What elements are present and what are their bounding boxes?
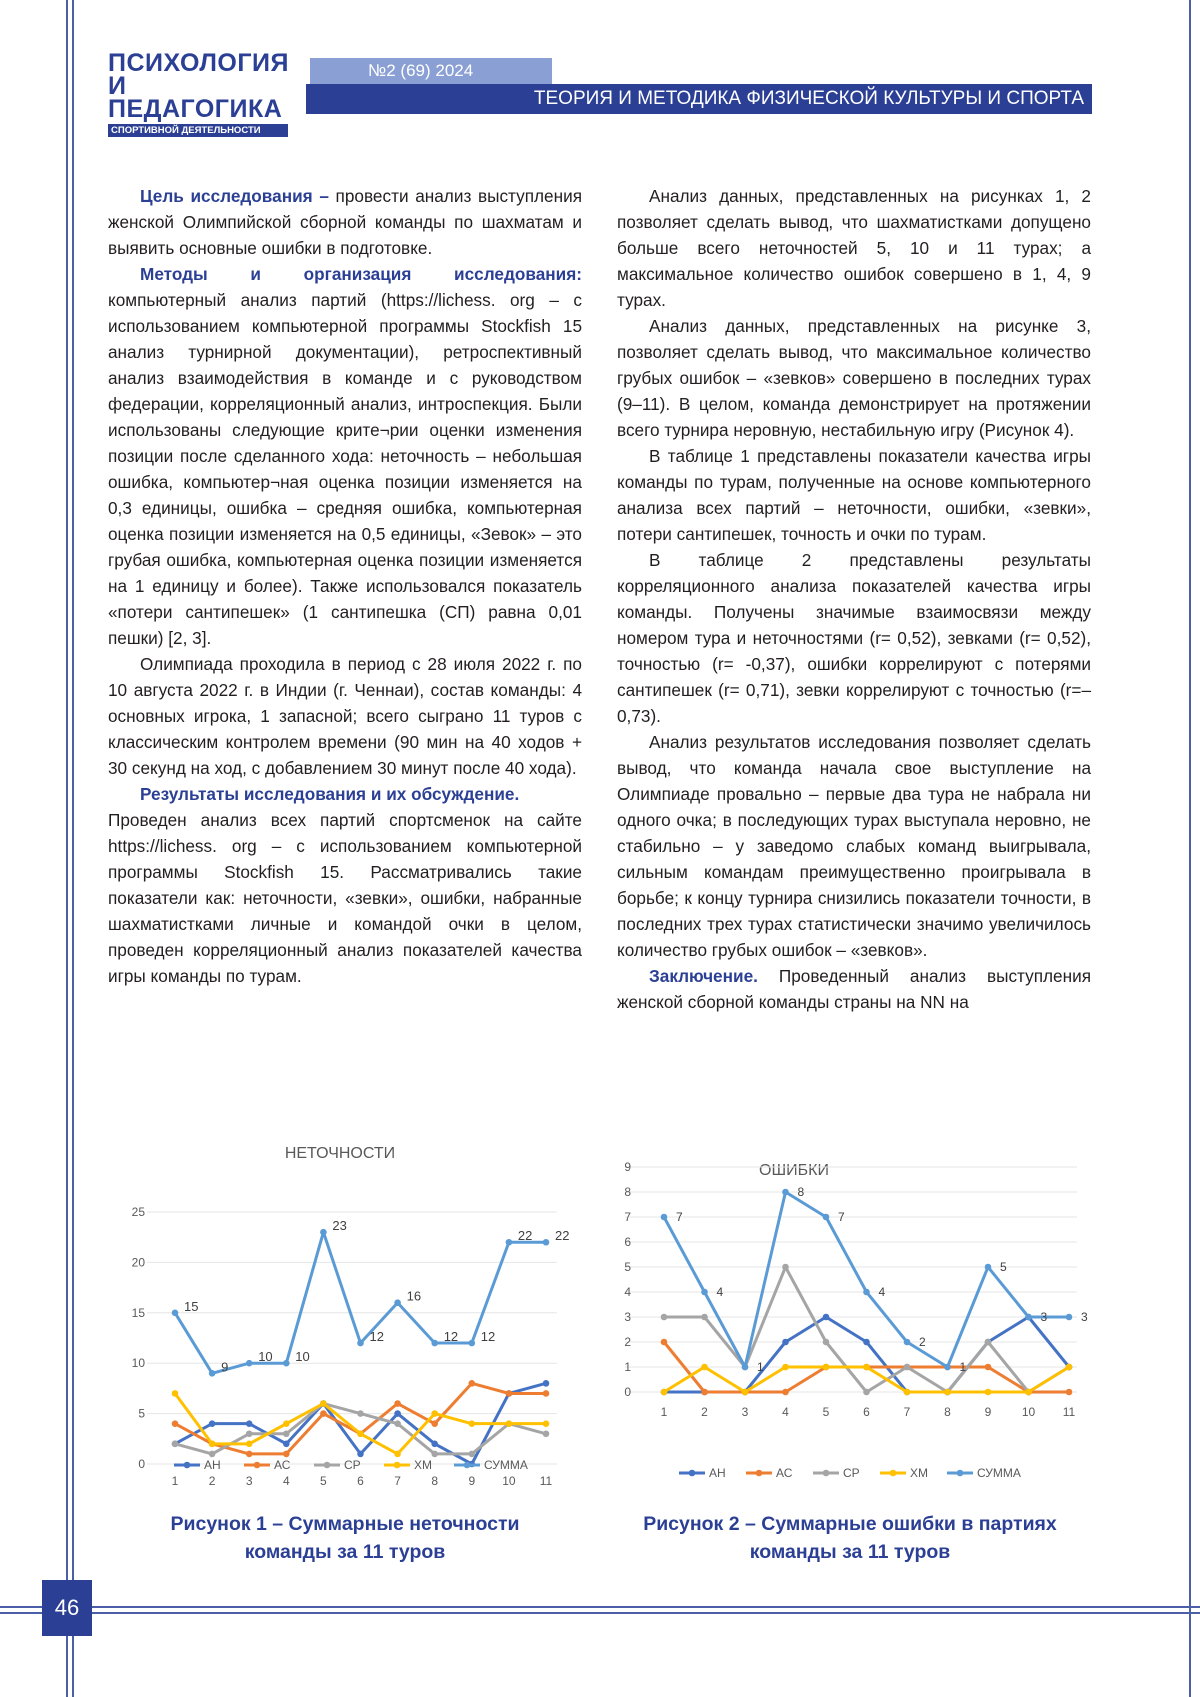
data-point [701,1314,708,1321]
data-point [904,1389,911,1396]
data-point [863,1364,870,1371]
chart-title: ОШИБКИ [759,1162,829,1179]
data-point [782,1339,789,1346]
data-point [863,1289,870,1296]
y-tick-label: 0 [138,1457,145,1471]
data-label: 7 [676,1210,683,1224]
paragraph-analysis-1: Анализ данных, представленных на рисунках 1, 2 позволяет сделать вывод, что шахматистками допущено больше всего неточностей 5, 10 и 11 турах; а максимальное количество ошибок совершено в 1, 4, 9 турах. [617,186,1091,310]
legend-label: АС [776,1466,793,1480]
data-label: 12 [443,1329,459,1345]
legend-marker [823,1470,830,1477]
page-number: 46 [42,1580,92,1636]
legend-marker [184,1462,191,1469]
data-point [431,1451,438,1458]
results-label: Результаты исследования и их обсуждение. [140,784,520,804]
data-point [944,1389,951,1396]
data-point [661,1214,668,1221]
data-point [283,1430,290,1437]
frame-left-line-outer [66,0,68,1697]
data-point [469,1380,476,1387]
legend-marker [394,1462,401,1469]
logo-line-1: ПСИХОЛОГИЯ [108,49,289,77]
x-tick-label: 9 [468,1474,476,1488]
data-point [320,1400,327,1407]
data-point [863,1339,870,1346]
legend-label: СР [843,1466,860,1480]
data-point [742,1364,749,1371]
y-tick-label: 10 [131,1356,145,1371]
paragraph-table-2: В таблице 2 представлены результаты корреляционного анализа показателей качества игры команды. Получены значимые взаимосвязи между номером тура и неточностями (r= 0,52), зевками (r= 0,52), точностью (r= -0,37), ошибки коррелируют с потерями сантипешек (r= 0,71), зевки коррелируют с точностью (r=– 0,73). [617,550,1091,726]
data-point [357,1410,364,1417]
y-tick-label: 3 [624,1310,631,1324]
data-point [394,1299,401,1306]
data-label: 8 [797,1185,805,1199]
data-point [1025,1389,1032,1396]
methods-label: Методы и организация исследования: [140,264,582,284]
x-tick-label: 10 [502,1474,516,1488]
data-point [431,1420,438,1427]
y-tick-label: 9 [624,1160,631,1174]
data-label: 16 [406,1288,422,1304]
data-point [701,1389,708,1396]
chart-title: НЕТОЧНОСТИ [284,1145,396,1162]
paragraph-analysis-2: Анализ данных, представленных на рисунке 3, позволяет сделать вывод, что максимальное количество грубых ошибок – «зевков» совершено в последних турах (9–11). В целом, команда демонстрирует на протяжении всего турнира неровную, нестабильную игру (Рисунок 4). [617,316,1091,440]
data-point [431,1410,438,1417]
data-label: 2 [919,1335,926,1349]
data-point [985,1364,992,1371]
paragraph-methods [108,261,582,651]
x-tick-label: 2 [208,1474,216,1488]
y-tick-label: 15 [131,1305,145,1320]
data-point [944,1364,951,1371]
data-point [985,1264,992,1271]
data-point [172,1441,179,1448]
legend-label: АС [274,1458,291,1472]
data-label: 10 [258,1349,273,1365]
data-point [283,1360,290,1367]
x-tick-label: 1 [171,1474,179,1488]
right-column [617,183,1091,1015]
data-point [904,1339,911,1346]
paragraph-table-1: В таблице 1 представлены показатели качества игры команды по турам, полученные на основе компьютерного анализа всех партий – неточности, ошибки, «зевки», потери сантипешек, точность и очки по турам. [617,446,1091,544]
data-point [246,1430,253,1437]
x-tick-label: 1 [660,1405,668,1419]
data-point [543,1390,550,1397]
data-point [701,1289,708,1296]
data-point [506,1239,513,1246]
y-tick-label: 8 [624,1185,631,1199]
x-tick-label: 2 [701,1405,708,1419]
data-label: 22 [555,1228,570,1244]
data-point [863,1389,870,1396]
x-tick-label: 8 [431,1474,439,1488]
series-line-4 [175,1232,546,1373]
data-point [904,1364,911,1371]
data-point [1066,1389,1073,1396]
legend-label: АН [709,1466,726,1480]
legend-label: АН [204,1458,221,1472]
data-point [661,1314,668,1321]
data-point [246,1420,253,1427]
legend-marker [464,1462,471,1469]
data-point [782,1389,789,1396]
goal-text: провести анализ выступления женской Олимпийской сборной команды по шахматам и выявить основные ошибки в подготовке. [108,186,583,258]
data-point [246,1451,253,1458]
y-tick-label: 1 [624,1360,631,1374]
data-point [283,1420,290,1427]
data-point [320,1229,327,1236]
legend-label: СУММА [484,1458,528,1472]
data-point [320,1410,327,1417]
data-point [209,1441,216,1448]
methods-text: компьютерный анализ партий (https://lichess. org – с использованием компьютерной программы Stockfish 15 анализ турнирной документации), ретроспективный анализ взаимодействия в команде и с руководством федерации, корреляционный анализ, интроспекция. Были использованы следующие крите¬рии оценки изменения позиции после сделанного хода: неточность – небольшая ошибка, компьютер¬ная оценка позиции изменяется на 0,3 единицы, ошибка – средняя ошибка, компьютерная оценка позиции изменяется на 0,5 единицы, «Зевок» – это грубая ошибка, компьютерная оценка позиции изменяется на 1 единицу и более). Также использовался показатель «потери сантипешек» (1 сантипешка (СП) равна 0,01 пешки) [2, 3]. [108,290,582,648]
data-label: 9 [221,1359,229,1375]
data-point [172,1310,179,1317]
frame-right-line [1189,0,1191,1697]
data-point [469,1451,476,1458]
data-point [782,1264,789,1271]
y-tick-label: 7 [624,1210,631,1224]
x-tick-label: 7 [394,1474,401,1488]
data-label: 3 [1040,1310,1048,1324]
data-point [209,1420,216,1427]
data-point [823,1314,830,1321]
frame-bottom-line-outer [0,1606,1200,1608]
data-label: 4 [716,1285,724,1299]
data-point [357,1430,364,1437]
data-point [246,1441,253,1448]
data-point [985,1389,992,1396]
data-point [506,1390,513,1397]
data-point [209,1451,216,1458]
data-point [357,1340,364,1347]
legend-label: ХМ [910,1466,928,1480]
data-label: 1 [959,1360,967,1374]
data-point [661,1339,668,1346]
x-tick-label: 7 [903,1405,911,1419]
chart-errors [607,1153,1095,1486]
data-label: 1 [757,1360,764,1374]
data-point [246,1360,253,1367]
data-label: 22 [517,1228,533,1244]
data-point [782,1364,789,1371]
data-label: 3 [1081,1310,1088,1324]
frame-bottom-line-inner [0,1612,1200,1614]
data-point [823,1339,830,1346]
data-label: 10 [295,1349,310,1365]
data-point [394,1420,401,1427]
logo-line-2: И ПЕДАГОГИКА [108,72,283,123]
x-tick-label: 5 [822,1405,830,1419]
data-point [431,1340,438,1347]
x-tick-label: 10 [1021,1405,1036,1419]
data-point [394,1400,401,1407]
data-label: 23 [332,1218,347,1234]
data-point [172,1390,179,1397]
figure-1-caption: Рисунок 1 – Суммарные неточности команды за 11 туров [170,1513,520,1563]
x-tick-label: 9 [984,1405,992,1419]
paragraph-olympiad: Олимпиада проходила в период с 28 июля 2022 г. по 10 августа 2022 г. в Индии (г. Ченнаи), состав команды: 4 основных игрока, 1 запасной; всего сыграно 11 туров с классическим контролем времени (90 мин на 40 ходов + 30 секунд на ход, с добавлением 30 минут после 40 хода). [108,654,582,778]
data-point [985,1339,992,1346]
data-point [394,1451,401,1458]
logo-line-3: СПОРТИВНОЙ ДЕЯТЕЛЬНОСТИ [108,124,288,137]
data-point [172,1420,179,1427]
figure-2-caption: Рисунок 2 – Суммарные ошибки в партиях команды за 11 туров [643,1513,1057,1563]
data-label: 15 [184,1298,199,1314]
journal-logo [108,49,290,137]
data-point [283,1451,290,1458]
y-tick-label: 5 [624,1260,631,1274]
x-tick-label: 6 [863,1405,870,1419]
data-point [469,1340,476,1347]
paragraph-conclusion-analysis: Анализ результатов исследования позволяет сделать вывод, что команда начала свое выступление на Олимпиаде провально – первые два тура не набрала ни одного очка; в последующих турах выступала неровно, не стабильно – у заведомо слабых команд выигрывала, сильным командам преимущественно проигрывала в борьбе; к концу турнира снизились показатели точности, в последних трех турах статистически значимо увеличилось количество грубых ошибок – «зевков». [617,732,1091,960]
data-label: 12 [369,1329,384,1345]
data-point [394,1410,401,1417]
data-point [1025,1314,1032,1321]
data-label: 4 [878,1285,886,1299]
data-point [431,1441,438,1448]
y-tick-label: 20 [131,1255,145,1270]
section-title: ТЕОРИЯ И МЕТОДИКА ФИЗИЧЕСКОЙ КУЛЬТУРЫ И СПОРТА [306,84,1092,114]
x-tick-label: 4 [282,1474,290,1488]
data-point [543,1430,550,1437]
paragraph-goal [108,183,582,261]
legend-label: СР [344,1458,361,1472]
data-point [357,1451,364,1458]
x-tick-label: 11 [1062,1405,1076,1419]
paragraph-results-heading [108,781,582,807]
y-tick-label: 5 [138,1406,145,1421]
conclusion-text: Проведенный анализ выступления женской сборной команды страны на NN на [617,966,1091,1012]
data-point [283,1441,290,1448]
paragraph-conclusion [617,963,1091,1015]
data-label: 7 [838,1210,845,1224]
conclusion-label: Заключение. [649,966,758,986]
data-point [209,1370,216,1377]
legend-marker [324,1462,331,1469]
legend-label: ХМ [414,1458,432,1472]
y-tick-label: 2 [624,1335,631,1349]
data-label: 5 [1000,1260,1007,1274]
legend-marker [957,1470,964,1477]
data-point [1066,1314,1073,1321]
chart-inaccuracies [112,1128,568,1486]
data-point [701,1364,708,1371]
data-point [782,1189,789,1196]
goal-label: Цель исследования – [140,186,329,206]
issue-number: №2 (69) 2024 [310,58,552,84]
left-column [108,183,582,989]
x-tick-label: 4 [782,1405,789,1419]
legend-label: СУММА [977,1466,1021,1480]
data-point [543,1380,550,1387]
x-tick-label: 6 [357,1474,364,1488]
data-point [469,1420,476,1427]
paragraph-results: Проведен анализ всех партий спортсменок на сайте https://lichess. org – с использованием компьютерной программы Stockfish 15. Рассматривались такие показатели как: неточности, «зевки», ошибки, набранные шахматистками личные и командой очки в целом, проведен корреляционный анализ показателей качества игры команды по турам. [108,810,582,986]
x-tick-label: 3 [741,1405,749,1419]
frame-left-line-inner [72,0,74,1697]
y-tick-label: 0 [624,1385,631,1399]
legend-marker [254,1462,261,1469]
data-point [506,1420,513,1427]
data-label: 12 [480,1329,496,1345]
data-point [823,1214,830,1221]
x-tick-label: 3 [245,1474,253,1488]
data-point [742,1389,749,1396]
legend-marker [689,1470,696,1477]
legend-marker [890,1470,897,1477]
legend-marker [756,1470,763,1477]
y-tick-label: 4 [624,1285,631,1299]
data-point [543,1420,550,1427]
x-tick-label: 11 [539,1474,553,1488]
data-point [661,1389,668,1396]
data-point [1066,1364,1073,1371]
data-point [543,1239,550,1246]
y-tick-label: 6 [624,1235,631,1249]
x-tick-label: 8 [944,1405,951,1419]
y-tick-label: 25 [131,1205,145,1219]
data-point [823,1364,830,1371]
x-tick-label: 5 [320,1474,327,1488]
